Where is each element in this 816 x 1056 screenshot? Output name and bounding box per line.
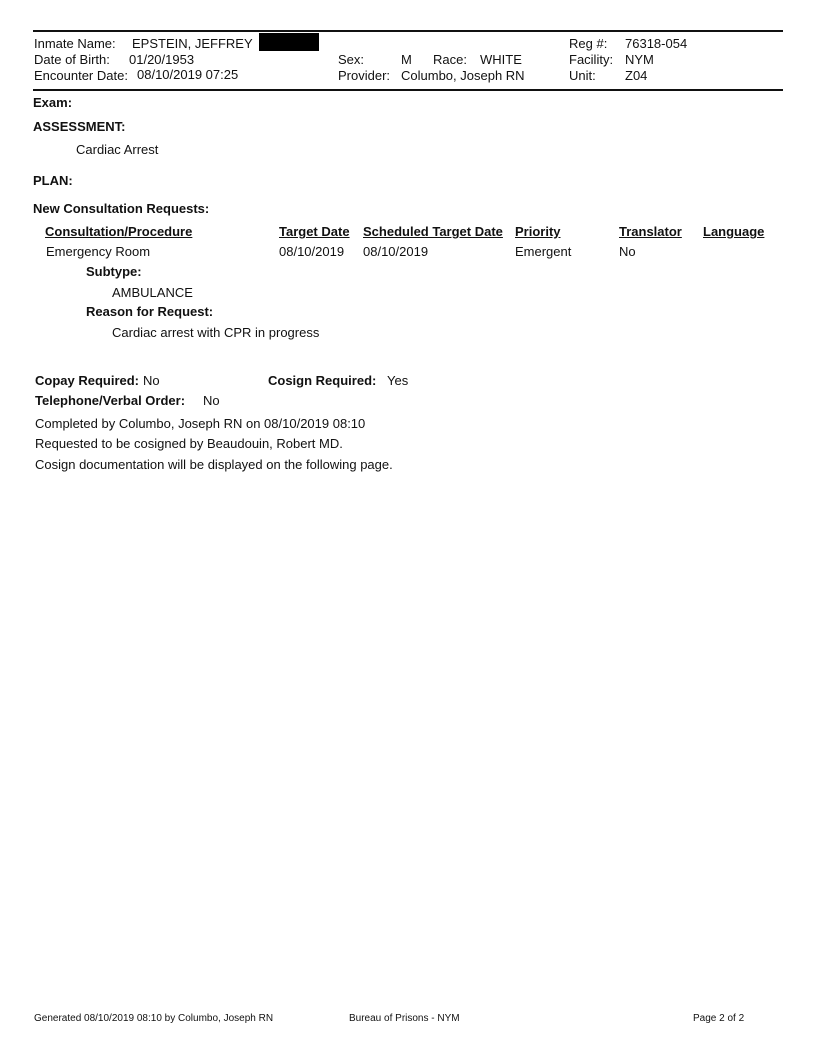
row-translator: No: [619, 244, 636, 259]
col-header-priority: Priority: [515, 224, 561, 239]
requested-line: Requested to be cosigned by Beaudouin, Robert MD.: [35, 436, 343, 451]
header-bottom-rule: [33, 89, 783, 91]
facility-value: NYM: [625, 52, 654, 67]
cosign-label: Cosign Required:: [268, 373, 377, 388]
row-scheduled-target-date: 08/10/2019: [363, 244, 429, 259]
dob-value: 01/20/1953: [129, 52, 195, 67]
race-value: WHITE: [480, 52, 522, 67]
telephone-value: No: [203, 393, 220, 408]
redaction-block: [259, 33, 319, 51]
copay-label: Copay Required:: [35, 373, 140, 388]
exam-heading: Exam:: [33, 95, 73, 110]
inmate-name: EPSTEIN, JEFFREY: [132, 36, 253, 51]
new-consultation-heading: New Consultation Requests:: [33, 201, 210, 216]
col-header-language: Language: [703, 224, 765, 239]
inmate-name-label: Inmate Name:: [34, 36, 116, 51]
plan-heading: PLAN:: [33, 173, 73, 188]
col-header-procedure: Consultation/Procedure: [45, 224, 193, 239]
footer-page-number: Page 2 of 2: [693, 1013, 745, 1024]
subtype-value: AMBULANCE: [112, 285, 193, 300]
row-target-date: 08/10/2019: [279, 244, 345, 259]
header-top-rule: [33, 30, 783, 32]
cosign-doc-line: Cosign documentation will be displayed on the following page.: [35, 457, 393, 472]
cosign-value: Yes: [387, 373, 409, 388]
encounter-date-value: 08/10/2019 07:25: [137, 67, 239, 82]
assessment-heading: ASSESSMENT:: [33, 119, 126, 134]
facility-label: Facility:: [569, 52, 614, 67]
unit-value: Z04: [625, 68, 648, 83]
assessment-value: Cardiac Arrest: [76, 142, 159, 157]
footer-bureau: Bureau of Prisons - NYM: [349, 1013, 460, 1024]
completed-line: Completed by Columbo, Joseph RN on 08/10/2019 08:10: [35, 416, 366, 431]
footer-generated: Generated 08/10/2019 08:10 by Columbo, Joseph RN: [34, 1013, 274, 1024]
col-header-scheduled-target-date: Scheduled Target Date: [363, 224, 503, 239]
col-header-target-date: Target Date: [279, 224, 350, 239]
encounter-date-label: Encounter Date:: [34, 68, 128, 83]
provider-label: Provider:: [338, 68, 391, 83]
race-label: Race:: [433, 52, 467, 67]
provider-value: Columbo, Joseph RN: [401, 68, 525, 83]
reason-label: Reason for Request:: [86, 304, 214, 319]
unit-label: Unit:: [569, 68, 596, 83]
sex-label: Sex:: [338, 52, 365, 67]
reg-value: 76318-054: [625, 36, 688, 51]
sex-value: M: [401, 52, 412, 67]
row-procedure: Emergency Room: [46, 244, 151, 259]
subtype-label: Subtype:: [86, 264, 142, 279]
row-priority: Emergent: [515, 244, 572, 259]
dob-label: Date of Birth:: [34, 52, 110, 67]
reason-value: Cardiac arrest with CPR in progress: [112, 325, 320, 340]
telephone-label: Telephone/Verbal Order:: [35, 393, 186, 408]
col-header-translator: Translator: [619, 224, 682, 239]
copay-value: No: [143, 373, 160, 388]
reg-label: Reg #:: [569, 36, 608, 51]
